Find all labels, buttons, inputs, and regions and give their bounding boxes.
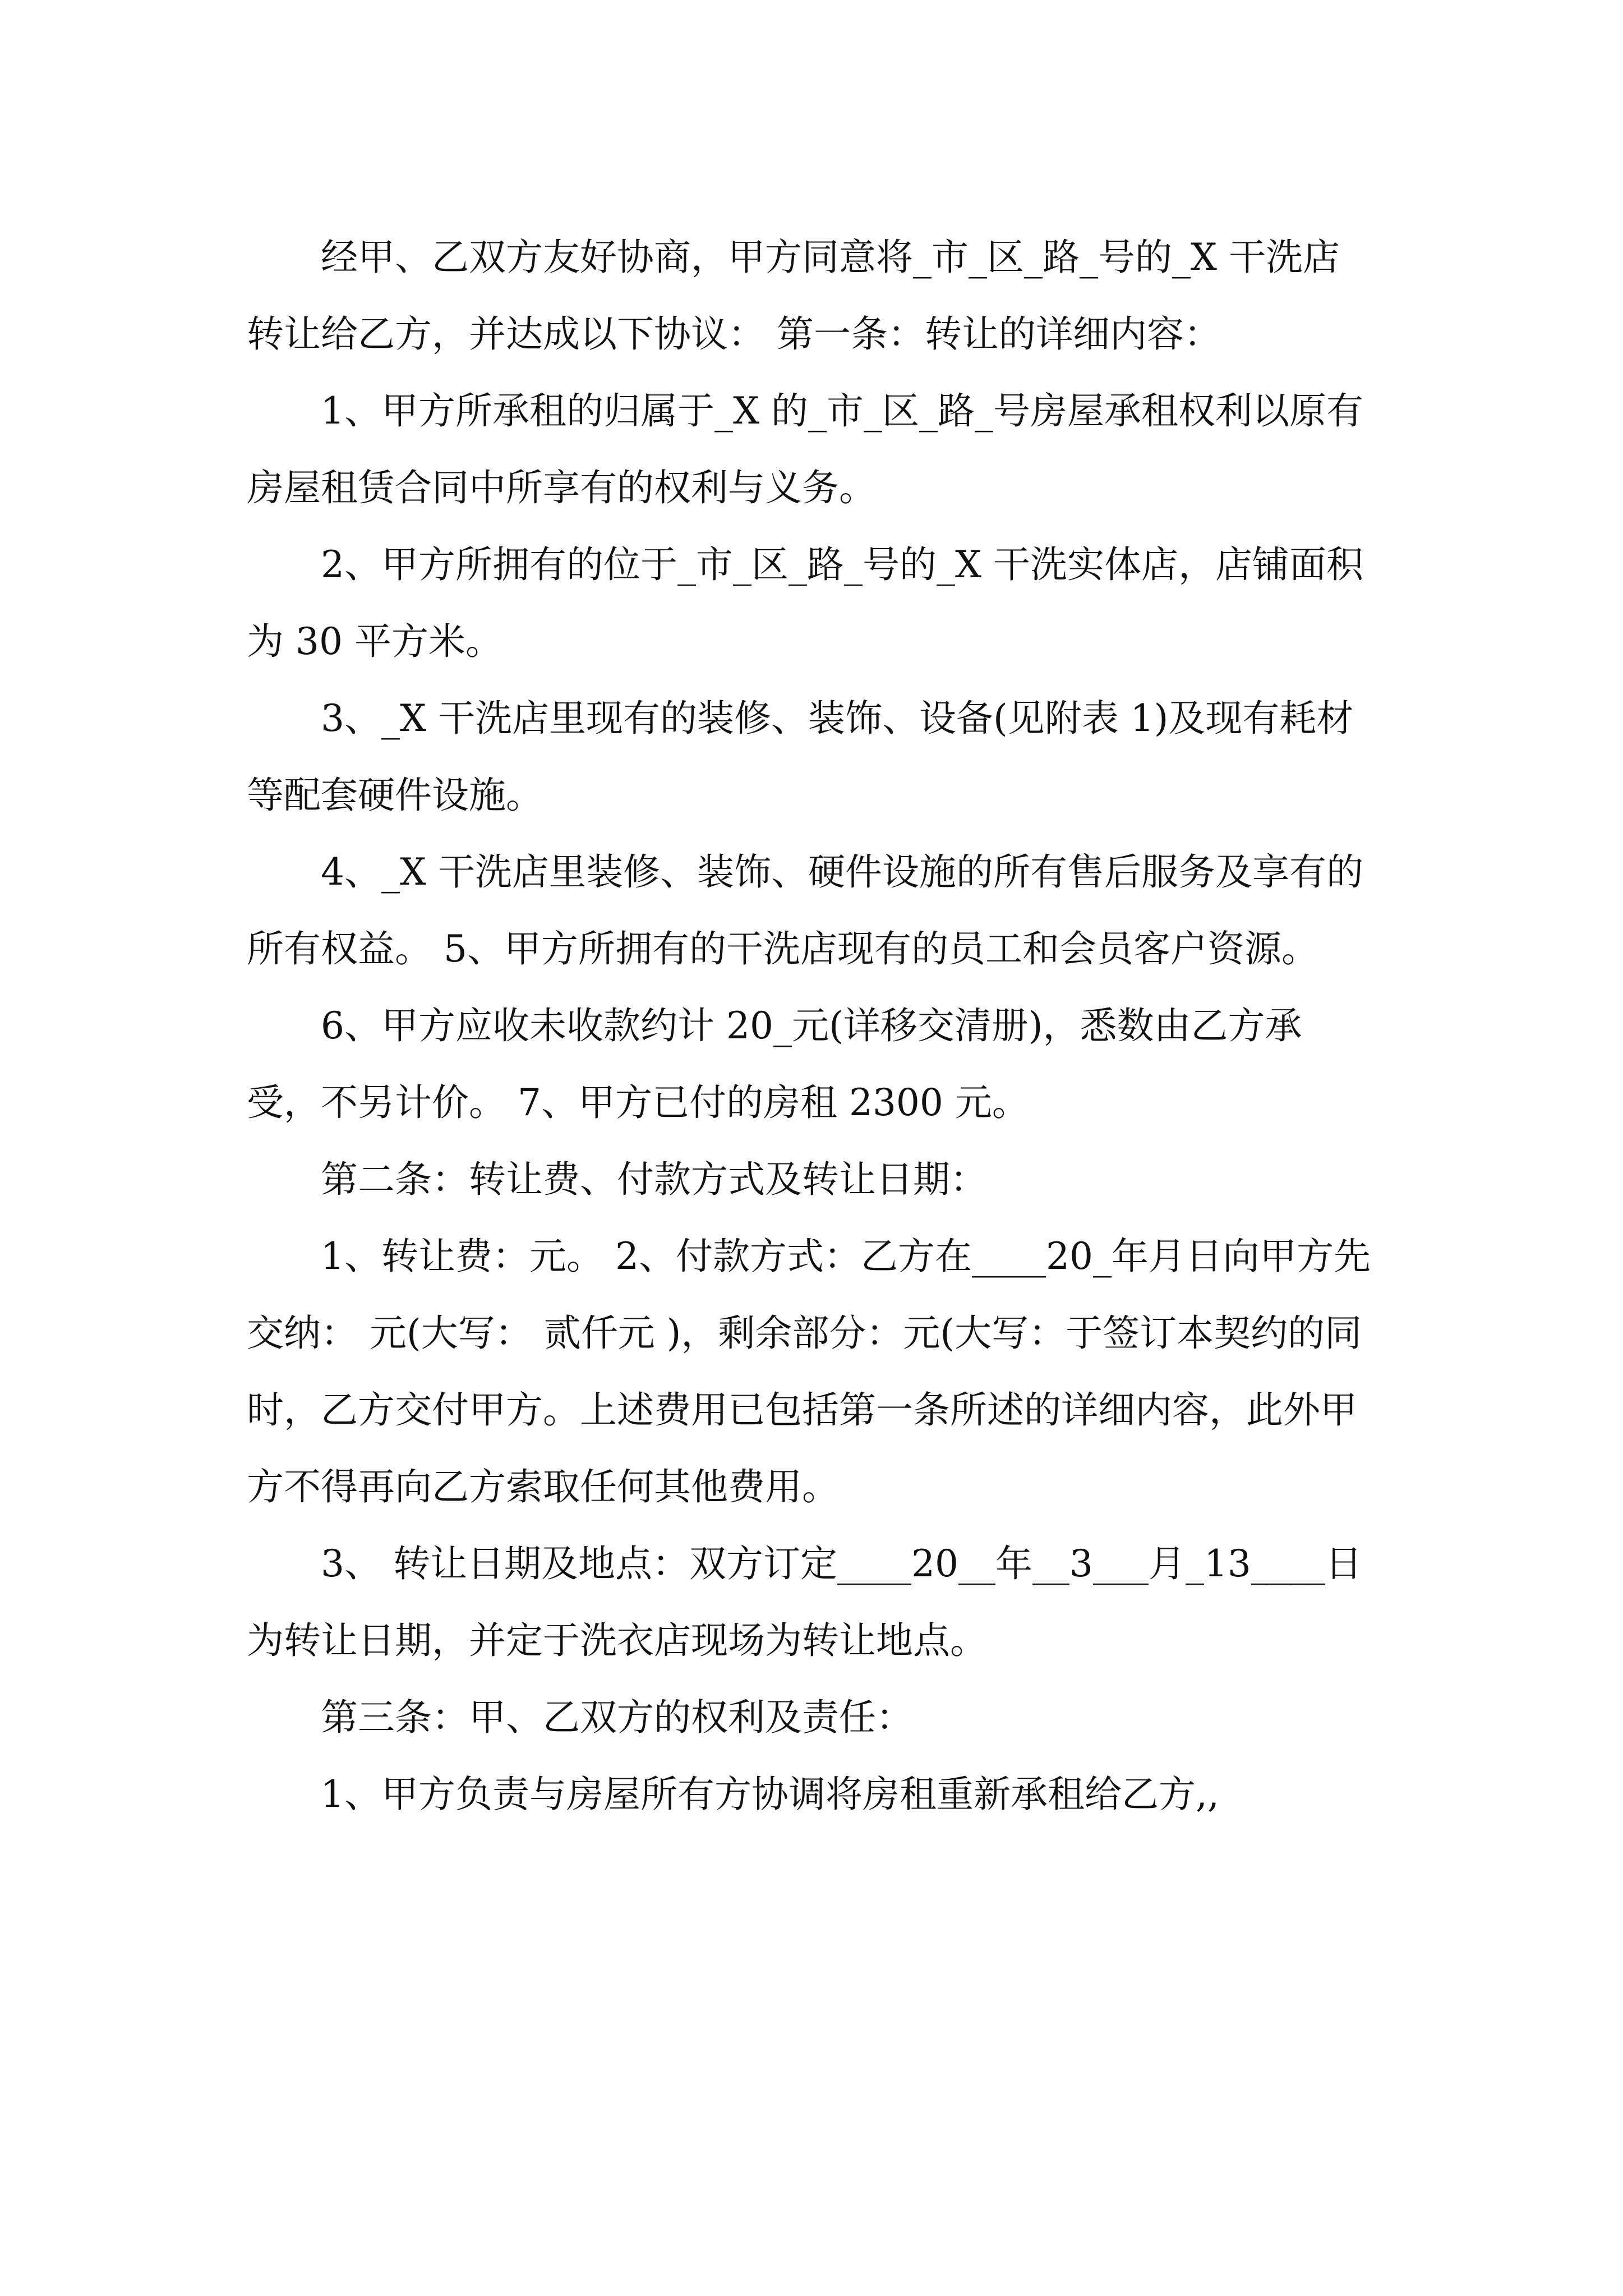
paragraph-item-2: 2、甲方所拥有的位于_市_区_路_号的_X 干洗实体店，店铺面积为 30 平方米。 [247, 543, 1363, 663]
paragraph-date-location: 3、 转让日期及地点：双方订定____20__年__3___月_13____日为转让日期，并定于洗衣店现场为转让地点。 [247, 1542, 1362, 1662]
section-heading-2: 第二条：转让费、付款方式及转让日期： [321, 1158, 987, 1201]
section-heading-3: 第三条：甲、乙双方的权利及责任： [321, 1696, 913, 1739]
paragraph-fee-payment: 1、转让费：元。 2、付款方式：乙方在____20_年月日向甲方先交纳： 元(大写： 贰仟元 )，剩余部分：元(大写：于签订本契约的同时，乙方交付甲方。上述费用已包括第一条所述的详细内容，此外甲方不得再向乙方索取任何其他费用。 [247, 1235, 1371, 1508]
document-body [247, 219, 1374, 1833]
paragraph-item-6-7: 6、甲方应收未收款约计 20_元(详移交清册)，悉数由乙方承受，不另计价。 7、甲方已付的房租 2300 元。 [247, 1004, 1302, 1124]
paragraph-rights-1: 1、甲方负责与房屋所有方协调将房租重新承租给乙方,, [321, 1773, 1219, 1816]
paragraph-item-1: 1、甲方所承租的归属于_X 的_市_区_路_号房屋承租权利以原有房屋租赁合同中所享有的权利与义务。 [247, 389, 1363, 509]
paragraph-item-3: 3、_X 干洗店里现有的装修、装饰、设备(见附表 1)及现有耗材等配套硬件设施。 [247, 697, 1354, 817]
paragraph-intro: 经甲、乙双方友好协商，甲方同意将_市_区_路_号的_X 干洗店转让给乙方，并达成以下协议： 第一条：转让的详细内容： [247, 236, 1340, 356]
paragraph-item-4-5: 4、_X 干洗店里装修、装饰、硬件设施的所有售后服务及享有的所有权益。 5、甲方所拥有的干洗店现有的员工和会员客户资源。 [247, 850, 1363, 970]
